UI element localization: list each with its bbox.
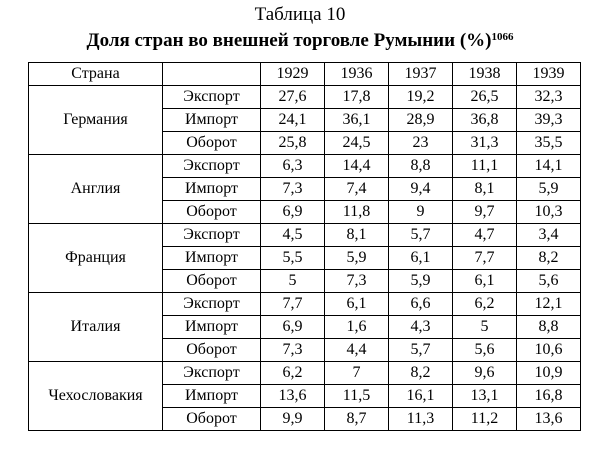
value-cell: 36,1 [325, 109, 389, 132]
value-cell: 17,8 [325, 86, 389, 109]
table-row [29, 86, 581, 109]
value-cell: 19,2 [389, 86, 453, 109]
country-name: Франция [29, 224, 163, 293]
value-cell: 11,5 [325, 385, 389, 408]
value-cell: 9,7 [453, 201, 517, 224]
value-cell: 1,6 [325, 316, 389, 339]
value-cell: 8,1 [453, 178, 517, 201]
value-cell: 32,3 [517, 86, 581, 109]
value-cell: 9,6 [453, 362, 517, 385]
value-cell: 11,2 [453, 408, 517, 431]
value-cell: 11,8 [325, 201, 389, 224]
value-cell: 6,2 [453, 293, 517, 316]
trade-type: Импорт [163, 247, 261, 270]
value-cell: 7 [325, 362, 389, 385]
value-cell: 7,3 [261, 339, 325, 362]
value-cell: 36,8 [453, 109, 517, 132]
value-cell: 6,1 [389, 247, 453, 270]
table-row [29, 362, 581, 385]
country-name: Италия [29, 293, 163, 362]
trade-type: Оборот [163, 201, 261, 224]
value-cell: 9 [389, 201, 453, 224]
trade-type: Импорт [163, 109, 261, 132]
value-cell: 7,3 [261, 178, 325, 201]
value-cell: 28,9 [389, 109, 453, 132]
value-cell: 16,8 [517, 385, 581, 408]
value-cell: 8,1 [325, 224, 389, 247]
header-year: 1937 [389, 63, 453, 86]
trade-type: Экспорт [163, 224, 261, 247]
trade-type: Экспорт [163, 293, 261, 316]
value-cell: 4,5 [261, 224, 325, 247]
value-cell: 25,8 [261, 132, 325, 155]
trade-type: Экспорт [163, 155, 261, 178]
value-cell: 8,7 [325, 408, 389, 431]
trade-type: Экспорт [163, 362, 261, 385]
value-cell: 5,9 [389, 270, 453, 293]
value-cell: 27,6 [261, 86, 325, 109]
value-cell: 5,9 [325, 247, 389, 270]
value-cell: 8,2 [389, 362, 453, 385]
value-cell: 3,4 [517, 224, 581, 247]
value-cell: 5 [261, 270, 325, 293]
value-cell: 14,1 [517, 155, 581, 178]
value-cell: 7,7 [453, 247, 517, 270]
value-cell: 5,6 [453, 339, 517, 362]
value-cell: 5,6 [517, 270, 581, 293]
value-cell: 5,7 [389, 339, 453, 362]
header-type [163, 63, 261, 86]
value-cell: 6,1 [453, 270, 517, 293]
value-cell: 24,5 [325, 132, 389, 155]
value-cell: 5 [453, 316, 517, 339]
value-cell: 10,9 [517, 362, 581, 385]
value-cell: 13,6 [261, 385, 325, 408]
value-cell: 6,1 [325, 293, 389, 316]
value-cell: 4,4 [325, 339, 389, 362]
table-body [29, 86, 581, 431]
value-cell: 8,8 [389, 155, 453, 178]
value-cell: 7,3 [325, 270, 389, 293]
value-cell: 8,8 [517, 316, 581, 339]
value-cell: 7,7 [261, 293, 325, 316]
value-cell: 6,9 [261, 201, 325, 224]
trade-type: Импорт [163, 178, 261, 201]
footnote-reference: 1066 [491, 31, 514, 43]
header-year: 1939 [517, 63, 581, 86]
country-name: Чехословакия [29, 362, 163, 431]
trade-type: Импорт [163, 385, 261, 408]
trade-share-table [28, 62, 581, 431]
value-cell: 4,7 [453, 224, 517, 247]
value-cell: 31,3 [453, 132, 517, 155]
value-cell: 14,4 [325, 155, 389, 178]
value-cell: 10,6 [517, 339, 581, 362]
value-cell: 23 [389, 132, 453, 155]
value-cell: 11,3 [389, 408, 453, 431]
country-name: Германия [29, 86, 163, 155]
table-caption: Таблица 10 [254, 4, 346, 25]
trade-type: Оборот [163, 339, 261, 362]
value-cell: 6,9 [261, 316, 325, 339]
value-cell: 6,3 [261, 155, 325, 178]
trade-type: Оборот [163, 132, 261, 155]
header-year: 1929 [261, 63, 325, 86]
value-cell: 6,6 [389, 293, 453, 316]
header-country: Страна [29, 63, 163, 86]
value-cell: 26,5 [453, 86, 517, 109]
value-cell: 13,6 [517, 408, 581, 431]
table-title [0, 28, 600, 54]
table-row [29, 293, 581, 316]
country-name: Англия [29, 155, 163, 224]
value-cell: 24,1 [261, 109, 325, 132]
value-cell: 16,1 [389, 385, 453, 408]
trade-type: Импорт [163, 316, 261, 339]
value-cell: 9,4 [389, 178, 453, 201]
trade-type: Экспорт [163, 86, 261, 109]
value-cell: 9,9 [261, 408, 325, 431]
trade-type: Оборот [163, 270, 261, 293]
table-row [29, 224, 581, 247]
header-year: 1938 [453, 63, 517, 86]
value-cell: 5,7 [389, 224, 453, 247]
value-cell: 4,3 [389, 316, 453, 339]
value-cell: 35,5 [517, 132, 581, 155]
value-cell: 39,3 [517, 109, 581, 132]
header-row [29, 63, 581, 86]
table-title-text: Доля стран во внешней торговле Румынии (%) [86, 30, 492, 51]
value-cell: 8,2 [517, 247, 581, 270]
value-cell: 7,4 [325, 178, 389, 201]
value-cell: 5,5 [261, 247, 325, 270]
value-cell: 11,1 [453, 155, 517, 178]
trade-type: Оборот [163, 408, 261, 431]
value-cell: 10,3 [517, 201, 581, 224]
value-cell: 5,9 [517, 178, 581, 201]
table-row [29, 155, 581, 178]
header-year: 1936 [325, 63, 389, 86]
value-cell: 12,1 [517, 293, 581, 316]
value-cell: 6,2 [261, 362, 325, 385]
value-cell: 13,1 [453, 385, 517, 408]
